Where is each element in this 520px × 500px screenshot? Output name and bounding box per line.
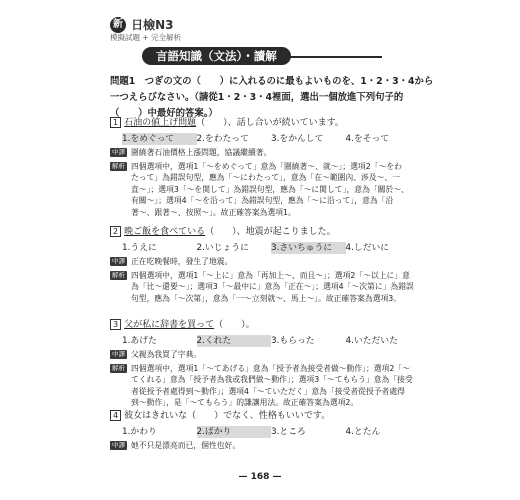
answer-options bbox=[122, 426, 420, 438]
question-block bbox=[110, 319, 420, 409]
translation bbox=[110, 440, 420, 452]
translation bbox=[110, 147, 420, 159]
translation-line: 圍繞著石油價格上漲問題，協議繼續著。 bbox=[131, 148, 272, 157]
translation bbox=[110, 349, 420, 361]
explanation bbox=[110, 363, 420, 409]
translation-tag: 中譯 bbox=[112, 257, 125, 265]
mondai-line: （ ）中最好的答案。） bbox=[110, 108, 218, 119]
question-text-post: （ ）。 bbox=[214, 320, 255, 330]
question-text-post: （ ）でなく、性格もいいです。 bbox=[187, 411, 331, 421]
answer-option: 4.をそって bbox=[345, 134, 390, 144]
answer-option: 2.をわたって bbox=[196, 134, 249, 144]
answer-option: 3.もらった bbox=[271, 336, 315, 346]
section-title: 言語知識（文法）・讀解 bbox=[142, 47, 291, 65]
translation-tag: 中譯 bbox=[112, 441, 125, 449]
answer-option: 3.ところ bbox=[271, 427, 306, 437]
translation bbox=[110, 256, 420, 268]
section-divider bbox=[282, 56, 382, 58]
explanation-text bbox=[131, 270, 420, 305]
book-logo bbox=[110, 14, 174, 33]
book-subtitle: 模擬試題 + 完全解析 bbox=[110, 33, 182, 42]
question-text-underlined: 父が私に辞書を買って bbox=[124, 320, 215, 330]
question-block bbox=[110, 117, 420, 218]
page-number: — 168 — bbox=[238, 472, 282, 482]
question-text-pre: 彼女はきれいな bbox=[124, 411, 188, 421]
question-sentence bbox=[110, 319, 420, 332]
explanation-line: 句型，應為「～次第」，意為「一～立刻就～、馬上～」。故正確答案為選項3。 bbox=[131, 293, 402, 303]
answer-option: 1.をめぐって bbox=[122, 133, 197, 145]
answer-option: 2.ばかり bbox=[197, 426, 272, 438]
explanation-tag: 解析 bbox=[112, 363, 125, 372]
logo-title: 日檢N3 bbox=[131, 18, 174, 32]
answer-options bbox=[122, 133, 420, 145]
question-number: 2 bbox=[110, 226, 121, 237]
explanation-line: 有關～」；選項4「～を沿って」為錯誤句型，應為「～に沿って」，意為「沿 bbox=[131, 196, 394, 205]
answer-option: 3.さいちゅうに bbox=[271, 242, 346, 254]
answer-options bbox=[122, 242, 420, 254]
explanation-line: 四個選項中，選項1「～上に」意為「再加上～、而且～」；選項2「～以上に」意 bbox=[131, 270, 410, 280]
explanation-text bbox=[131, 363, 420, 409]
explanation-line: たって」為錯誤句型，應為「～にわたって」，意為「在～範圍內、涉及～、一 bbox=[131, 173, 400, 182]
translation-text bbox=[131, 147, 420, 159]
explanation bbox=[110, 270, 420, 305]
question-sentence bbox=[110, 117, 420, 130]
explanation-line: 著～、跟著～、按照～」。故正確答案為選項1。 bbox=[131, 207, 296, 217]
mondai-line: 問題1 つぎの文の（ ）に入れるのに最もよいものを、1・2・3・4から bbox=[110, 76, 434, 87]
explanation-line: 四個選項中，選項1「～をめぐって」意為「圍繞著～、就～」；選項2「～をわ bbox=[131, 161, 402, 171]
explanation-line: 四個選項中，選項1「～てあげる」意為「授予者為接受者做～動作」；選項2「～ bbox=[131, 363, 410, 373]
question-text-post: （ ）、地震が起こりました。 bbox=[205, 227, 336, 237]
translation-line: 她不只是漂亮而已，個性也好。 bbox=[131, 441, 241, 450]
question-text-underlined: 石油の値上げ問題 bbox=[124, 118, 197, 128]
translation-tag: 中譯 bbox=[112, 350, 125, 358]
translation-tag: 中譯 bbox=[112, 148, 125, 156]
answer-option: 1.あげた bbox=[122, 336, 157, 346]
answer-option: 4.いただいた bbox=[345, 336, 398, 346]
question-text-underlined: 晩ご飯を食べている bbox=[124, 227, 206, 237]
explanation-line: 到～動作」，是「～てもらう」的謙讓用法。故正確答案為選項2。 bbox=[131, 398, 359, 407]
question-number: 3 bbox=[110, 319, 121, 330]
logo-badge: 新 bbox=[110, 17, 126, 33]
translation-text bbox=[131, 349, 420, 361]
answer-option: 4.とたん bbox=[345, 427, 381, 437]
translation-line: 父親為我買了字典。 bbox=[131, 350, 202, 359]
question-sentence bbox=[110, 226, 420, 239]
translation-text bbox=[131, 256, 420, 268]
explanation-line: 為「比～還要～」；選項3「～最中に」意為「正在～」；選項4「～次第に」為錯誤 bbox=[131, 282, 414, 291]
explanation-line: 直～」；選項3「～を関して」為錯誤句型，應為「～に関して」，意為「關於～、 bbox=[131, 184, 409, 194]
answer-option: 1.うえに bbox=[122, 243, 157, 253]
explanation bbox=[110, 161, 420, 219]
question-sentence bbox=[110, 410, 420, 423]
translation-text bbox=[131, 440, 420, 452]
question-number: 4 bbox=[110, 410, 121, 421]
explanation-tag: 解析 bbox=[112, 161, 125, 170]
answer-option: 3.をかんして bbox=[271, 134, 324, 144]
answer-options bbox=[122, 335, 420, 347]
answer-option: 4.しだいに bbox=[345, 243, 390, 253]
translation-line: 正在吃晚餐時，發生了地震。 bbox=[131, 257, 233, 266]
answer-option: 1.かわり bbox=[122, 427, 157, 437]
mondai-line: 一つえらびなさい。（請從1・2・3・4裡面，選出一個放進下列句子的 bbox=[110, 92, 404, 103]
answer-option: 2.いじょうに bbox=[196, 243, 249, 253]
question-block bbox=[110, 410, 420, 452]
explanation-line: てくれる」意為「授予者為我或我們做～動作」；選項3「～てもらう」意為「接受 bbox=[131, 375, 413, 384]
explanation-line: 者從授予者處得到～動作」；選項4「～ていただく」意為「接受者從授予者處得 bbox=[131, 386, 405, 396]
answer-option: 2.くれた bbox=[197, 335, 272, 347]
question-number: 1 bbox=[110, 117, 121, 128]
question-block bbox=[110, 226, 420, 304]
question-text-post: （ ）、話し合いが続いています。 bbox=[196, 118, 344, 128]
mondai-instructions bbox=[110, 74, 434, 122]
explanation-tag: 解析 bbox=[112, 270, 125, 279]
explanation-text bbox=[131, 161, 420, 219]
